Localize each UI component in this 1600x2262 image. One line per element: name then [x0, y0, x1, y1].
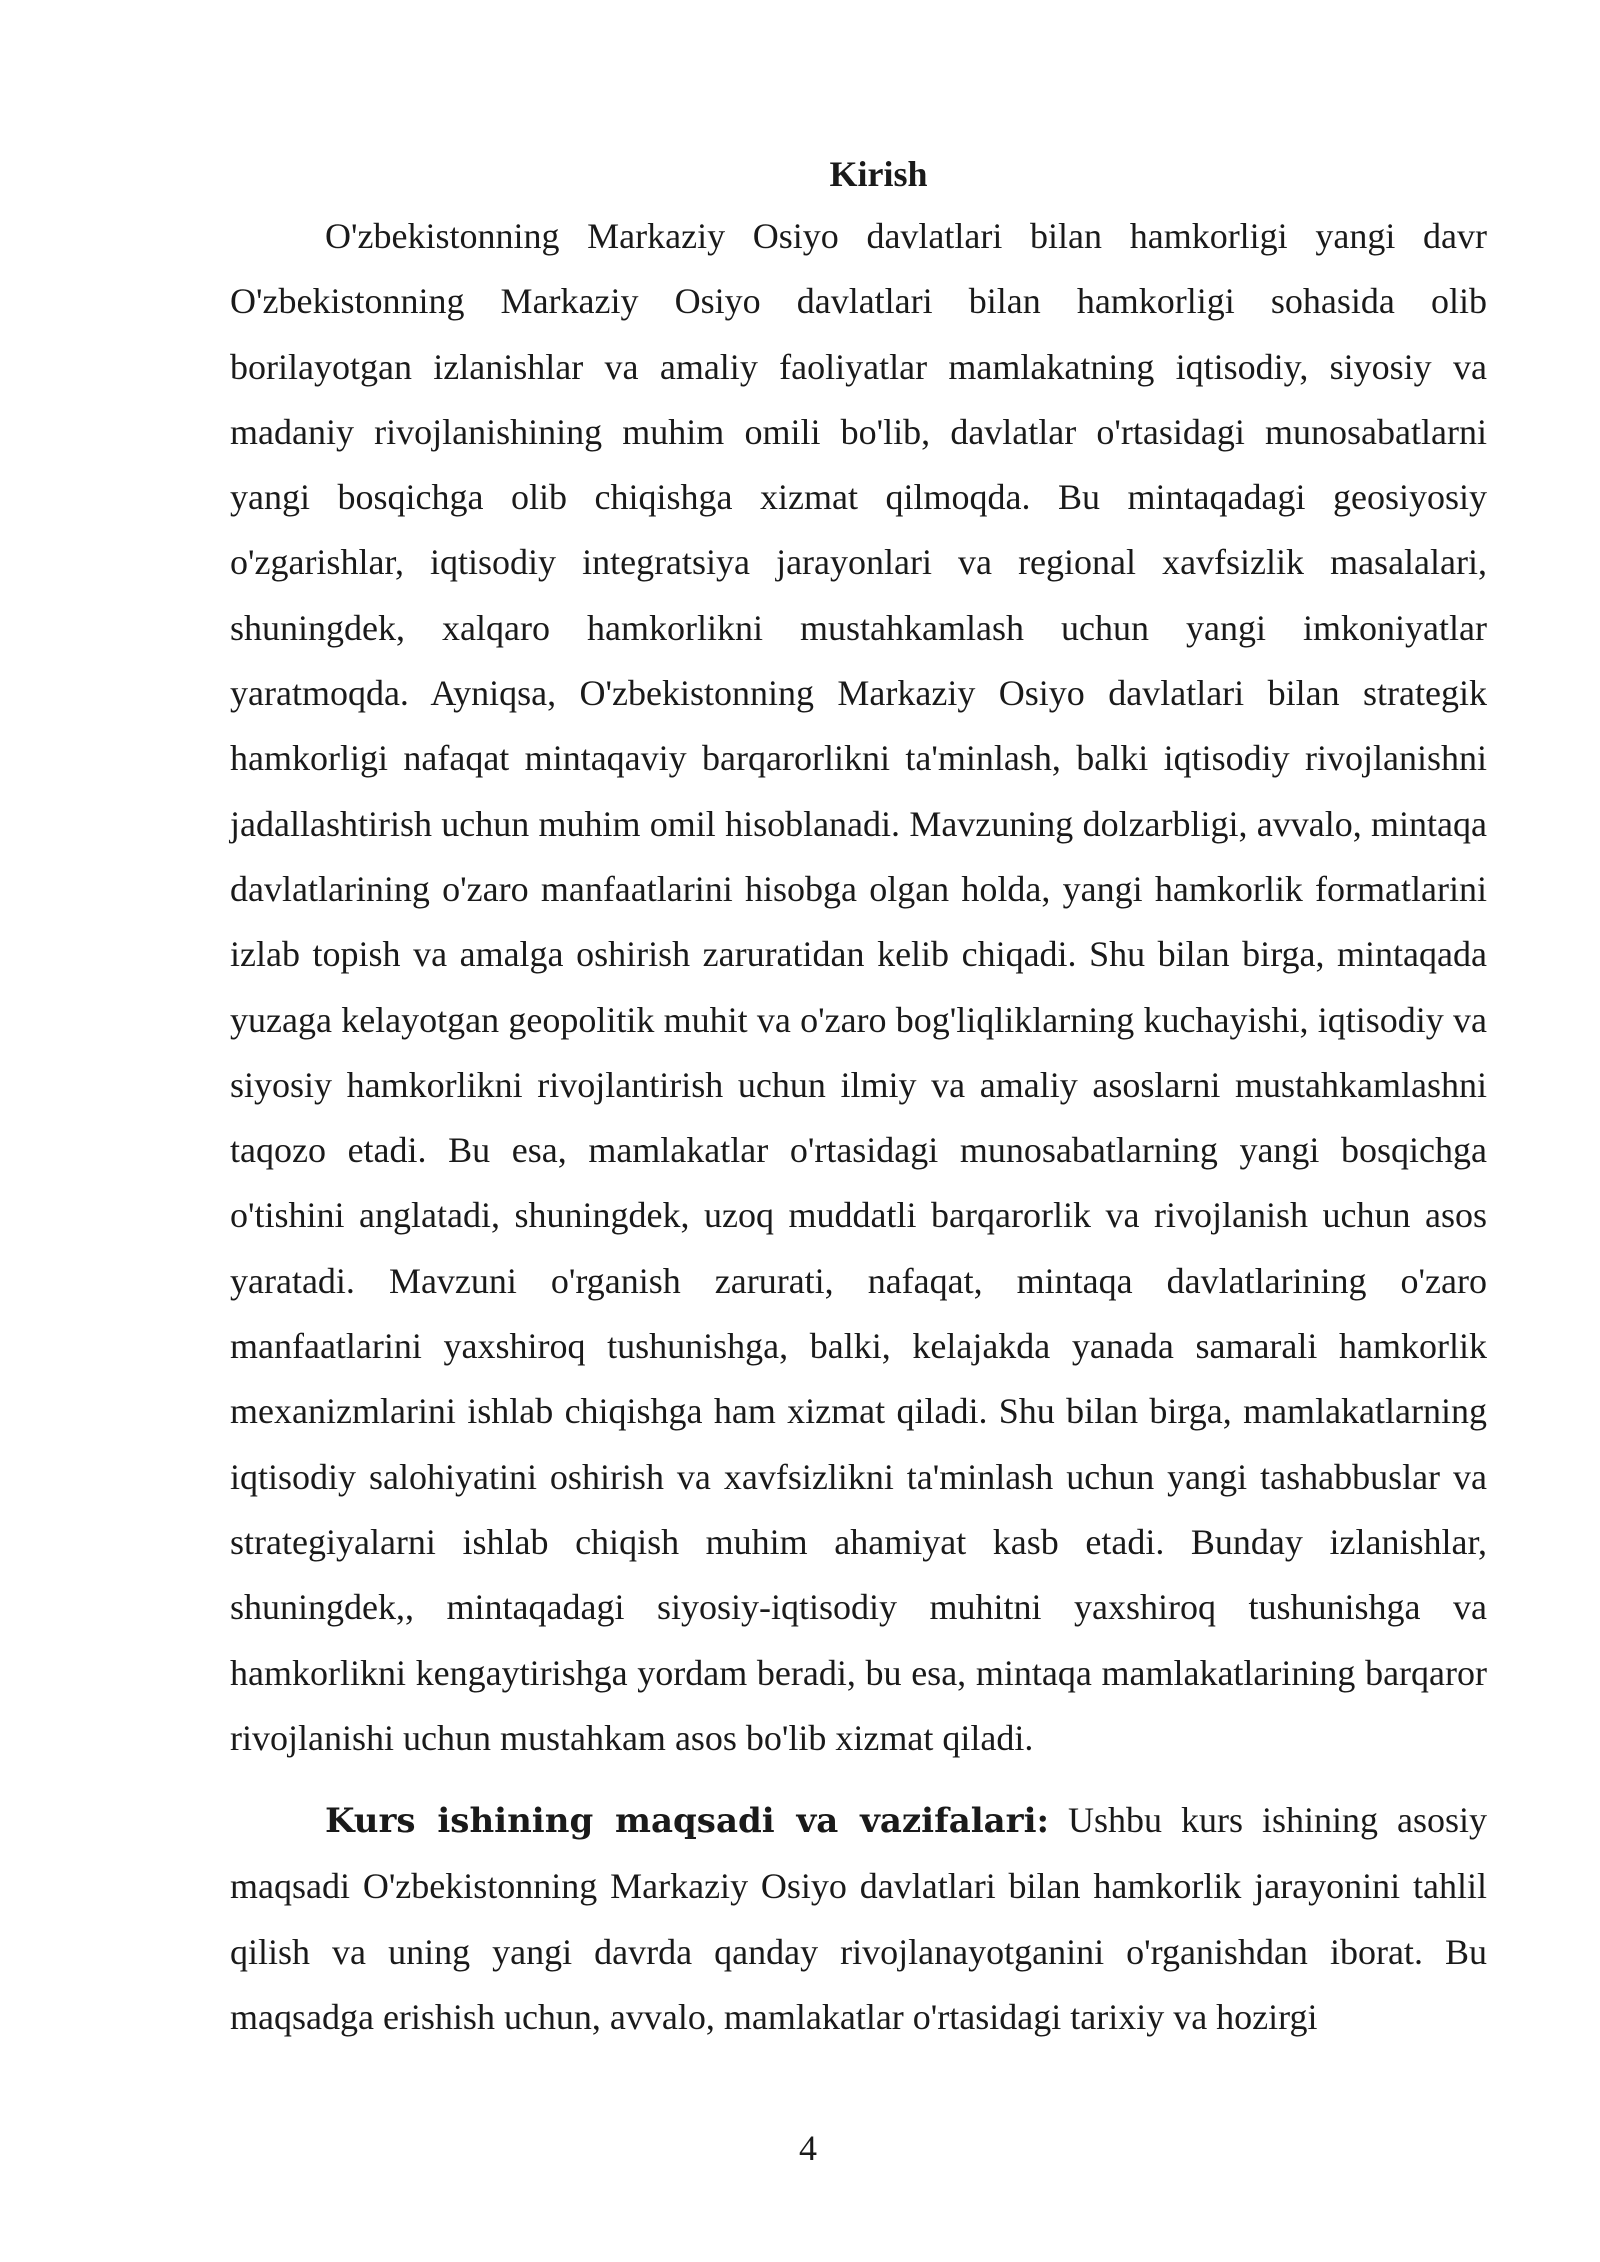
goals-paragraph	[230, 1788, 1487, 2050]
intro-paragraph: O'zbekistonning Markaziy Osiyo davlatlari bilan hamkorligi yangi davr O'zbekistonning Markaziy Osiyo davlatlari bilan hamkorligi sohasida olib borilayotgan izlanishlar va amaliy faoliyatlar mamlakatning iqtisodiy, siyosiy va madaniy rivojlanishining muhim omili bo'lib, davlatlar o'rtasidagi munosabatlarni yangi bosqichga olib chiqishga xizmat qilmoqda. Bu mintaqadagi geosiyosiy o'zgarishlar, iqtisodiy integratsiya jarayonlari va regional xavfsizlik masalalari, shuningdek, xalqaro hamkorlikni mustahkamlash uchun yangi imkoniyatlar yaratmoqda. Ayniqsa, O'zbekistonning Markaziy Osiyo davlatlari bilan strategik hamkorligi nafaqat mintaqaviy barqarorlikni ta'minlash, balki iqtisodiy rivojlanishni jadallashtirish uchun muhim omil hisoblanadi. Mavzuning dolzarbligi, avvalo, mintaqa davlatlarining o'zaro manfaatlarini hisobga olgan holda, yangi hamkorlik formatlarini izlab topish va amalga oshirish zaruratidan kelib chiqadi. Shu bilan birga, mintaqada yuzaga kelayotgan geopolitik muhit va o'zaro bog'liqliklarning kuchayishi, iqtisodiy va siyosiy hamkorlikni rivojlantirish uchun ilmiy va amaliy asoslarni mustahkamlashni taqozo etadi. Bu esa, mamlakatlar o'rtasidagi munosabatlarning yangi bosqichga o'tishini anglatadi, shuningdek, uzoq muddatli barqarorlik va rivojlanish uchun asos yaratadi. Mavzuni o'rganish zarurati, nafaqat, mintaqa davlatlarining o'zaro manfaatlarini yaxshiroq tushunishga, balki, kelajakda yanada samarali hamkorlik mexanizmlarini ishlab chiqishga ham xizmat qiladi. Shu bilan birga, mamlakatlarning iqtisodiy salohiyatini oshirish va xavfsizlikni ta'minlash uchun yangi tashabbuslar va strategiyalarni ishlab chiqish muhim ahamiyat kasb etadi. Bunday izlanishlar, shuningdek,, mintaqadagi siyosiy-iqtisodiy muhitni yaxshiroq tushunishga va hamkorlikni kengaytirishga yordam beradi, bu esa, mintaqa mamlakatlarining barqaror rivojlanishi uchun mustahkam asos bo'lib xizmat qiladi.	[230, 216, 1487, 1758]
page-number: 4	[799, 2128, 817, 2168]
goals-text: Ushbu kurs ishining asosiy maqsadi O'zbekistonning Markaziy Osiyo davlatlari bilan hamkorlik jarayonini tahlil qilish va uning yangi davrda qanday rivojlanayotganini o'rganishdan iborat. Bu maqsadga erishish uchun, avvalo, mamlakatlar o'rtasidagi tarixiy va hozirgi	[230, 1800, 1487, 2038]
goals-heading: Kurs ishining maqsadi va vazifalari:	[325, 1801, 1050, 1842]
page-content	[230, 148, 1487, 2050]
section-title: Kirish	[829, 154, 928, 194]
